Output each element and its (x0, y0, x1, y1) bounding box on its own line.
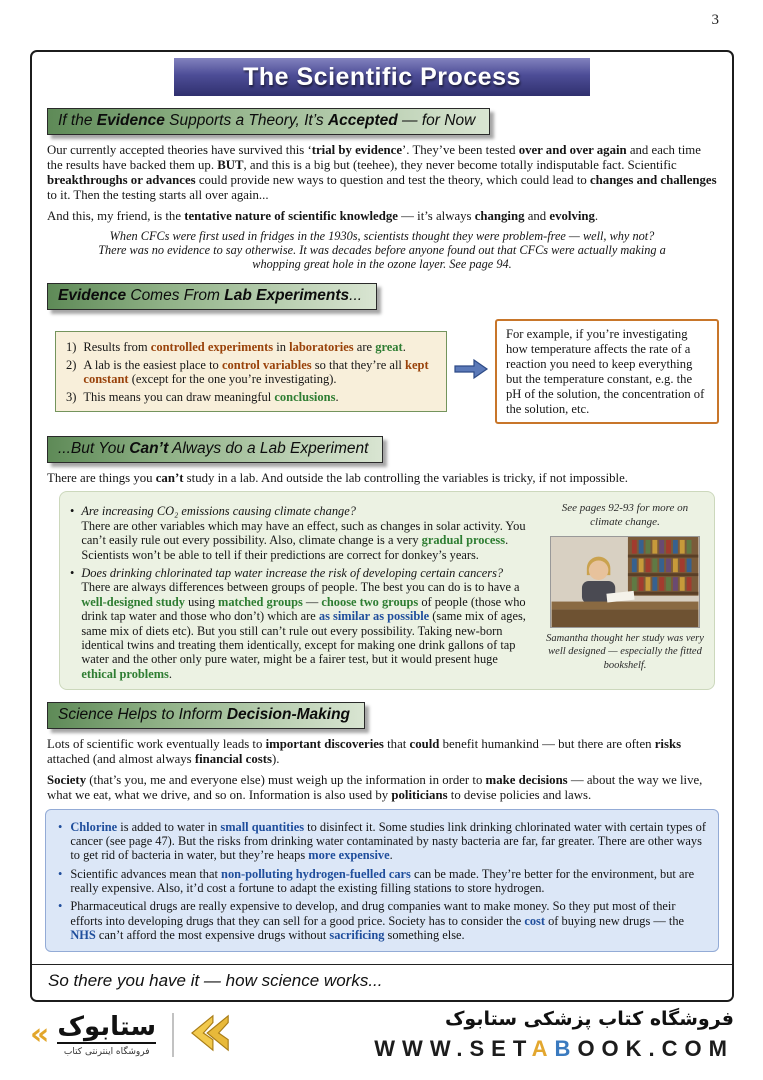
bullet-body: Chlorine is added to water in small quantities to disinfect it. Some studies link drinking chlorinated water with certain types of cancer (see page 47). But the risks from drinking water contaminated by nasty bacteria are far, far greater. There are other ways to get rid of bacteria in water, but they’re heaps more expensive. (70, 819, 706, 863)
photo-column (546, 500, 704, 681)
list-item (66, 358, 436, 387)
bullet-dot-icon: • (58, 899, 63, 914)
bullet-body: Scientific advances mean that non-polluting hydrogen-fuelled cars can be made. They’re better for the environment, but are really expensive. Also, it’d cost a fortune to adapt the existing filling stations to store hydrogen. (70, 866, 695, 896)
samantha-photo (550, 536, 700, 628)
list-number: 2) (66, 357, 77, 372)
field-studies-bullets (70, 500, 536, 681)
bullet-tap-water (70, 566, 536, 681)
bullet-body: Pharmaceutical drugs are really expensive to develop, and drug companies want to make money. So they put most of their efforts into developing drugs that they can sell for a good price. Society has to consider the cost of buying new drugs — the NHS can’t afford the most expensive drugs without sacrificing something else. (70, 899, 685, 942)
list-item-text: This means you can draw meaningful conclusions. (83, 389, 339, 404)
list-item (66, 390, 436, 405)
bullet-chlorine (58, 820, 706, 863)
logo-text (57, 1013, 156, 1058)
bullet-pharmaceutical (58, 899, 706, 942)
bullet-hydrogen-cars (58, 867, 706, 896)
bullet-climate (70, 504, 536, 562)
photo-caption: Samantha thought her study was very well designed — especially the fitted bookshelf. (546, 632, 704, 671)
section4-paragraph-1: Lots of scientific work eventually leads to important discoveries that could benefit humankind — but there are often risks attached (and almost always financial costs). (47, 737, 682, 767)
bullet-question: Are increasing CO₂ emissions causing climate change? (81, 504, 356, 519)
list-item (66, 340, 436, 355)
closing-line: So there you have it — how science works... (32, 964, 732, 1000)
bullet-dot-icon: • (70, 565, 75, 580)
section1-paragraph-1: Our currently accepted theories have survived this ‘trial by evidence’. They’ve been tested over and over again and each time the results have backed them up. BUT, and this is a big but (teehee), they never become totally indisputable fact. Scientific breakthroughs or advances could provide new ways to question and test the theory, which could lead to changes and challenges to it. Then the testing starts all over again... (47, 143, 717, 202)
site-url: WWW.SETABOOK.COM (374, 1036, 734, 1061)
bullet-dot-icon: • (58, 866, 63, 881)
logo-wordmark: ستابوک (57, 1013, 156, 1045)
logo-guillemet-icon: « (30, 1017, 50, 1052)
section2-header: Evidence Comes From Lab Experiments... (47, 283, 377, 310)
bullet-body: There are other variables which may have an effect, such as changes in solar activity. You can’t easily rule out every possibility. Also, climate change is a very gradual process. Scientists won’t be able to tell if their predictions are correct for donkey’s years. (81, 518, 526, 562)
section1-paragraph-2: And this, my friend, is the tentative nature of scientific knowledge — it’s always changing and evolving. (47, 208, 599, 223)
page-number: 3 (711, 12, 719, 28)
bullet-body: There are always differences between groups of people. The best you can do is to have a well-designed study using matched groups — choose two groups of people (those who drink tap water and those who don’t) which are as similar as possible (same mix of ages, same mix of diets etc). But you still can’t rule out every possibility. Taking new-born identical twins and treating them identically, except for making one drink gallons of tap water and the other only pure water, might be a fairer test, but it would present huge ethical problems. (81, 580, 526, 681)
list-number: 1) (66, 340, 77, 355)
arrow-right-icon (453, 358, 489, 385)
page-title-banner (174, 58, 590, 96)
setabook-logo (30, 1012, 232, 1059)
decision-examples-box (45, 809, 719, 952)
section2-row (55, 319, 719, 424)
content-frame (30, 50, 734, 1002)
logo-subtitle: فروشگاه اینترنتی کتاب (63, 1047, 150, 1058)
page-title: The Scientific Process (243, 62, 521, 91)
section1-header: If the Evidence Supports a Theory, It’s Accepted — for Now (47, 108, 490, 135)
lab-experiments-list (55, 331, 447, 412)
field-studies-box (59, 491, 715, 690)
section4-paragraph-2: Society (that’s you, me and everyone else) must weigh up the information in order to make decisions — about the way we live, what we eat, what we drive, and so on. Information is also used by politicians to devise policies and laws. (47, 773, 703, 802)
section3-header: ...But You Can’t Always do a Lab Experiment (47, 436, 383, 463)
logo-chevrons-icon (190, 1012, 232, 1059)
bullet-dot-icon: • (58, 819, 63, 834)
footer-right (374, 1008, 734, 1062)
list-item-text: Results from controlled experiments in laboratories are great. (83, 340, 406, 355)
list-number: 3) (66, 389, 77, 404)
climate-pages-note: See pages 92-93 for more on climate change. (561, 502, 689, 529)
store-name-persian: فروشگاه کتاب پزشکی ستابوک (444, 1008, 734, 1030)
bullet-question: Does drinking chlorinated tap water increase the risk of developing certain cancers? (81, 565, 504, 580)
cfc-side-note: When CFCs were first used in fridges in the 1930s, scientists thought they were problem-free — well, why not? There was no evidence to say otherwise. It was decades before anyone found out that CFCs were actually making a whopping great hole in the ozone layer. See page 94. (98, 228, 666, 272)
section3-intro: There are things you can’t study in a lab. And outside the lab controlling the variables is tricky, if not impossible. (47, 471, 628, 486)
temperature-example-box: For example, if you’re investigating how temperature affects the rate of a reaction you need to keep everything but the temperature constant, e.g. the pH of the solution, the concentration of the solution, etc. (495, 319, 719, 424)
footer (30, 1008, 734, 1062)
section4-header: Science Helps to Inform Decision-Making (47, 702, 365, 729)
list-item-text: A lab is the easiest place to control variables so that they’re all kept constant (except for the one you’re investigating). (83, 357, 429, 387)
bullet-dot-icon: • (70, 504, 75, 519)
logo-divider (172, 1013, 174, 1057)
